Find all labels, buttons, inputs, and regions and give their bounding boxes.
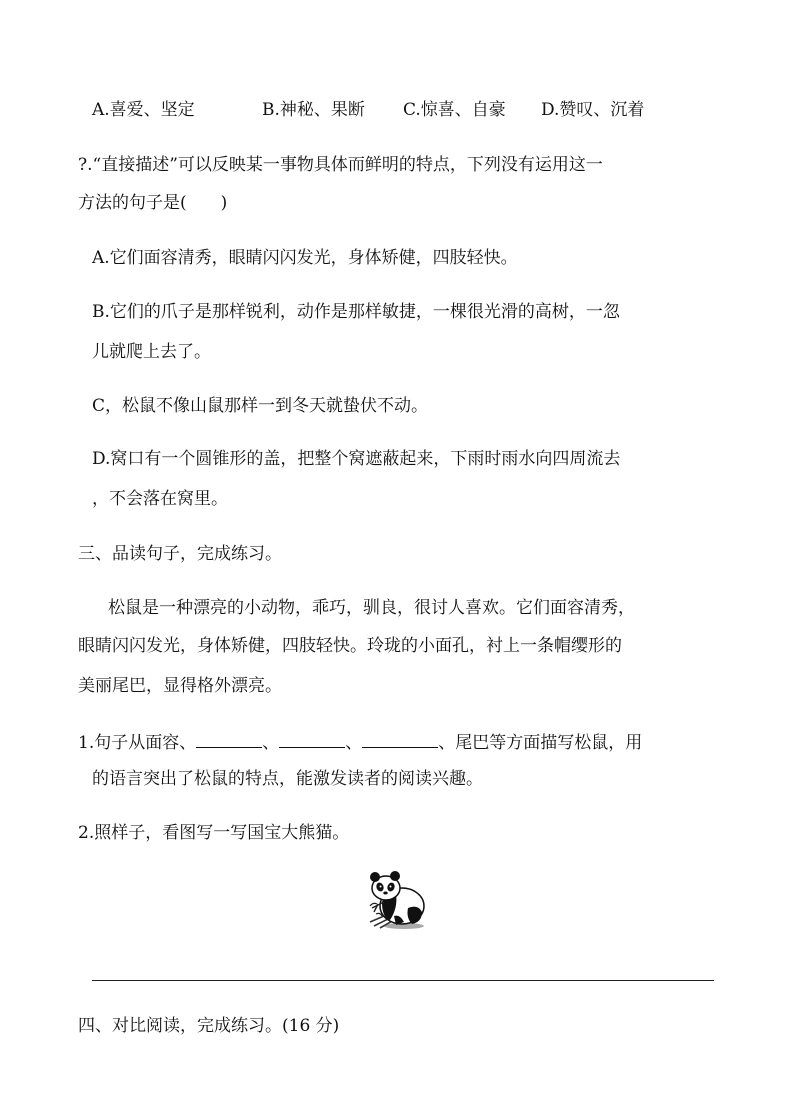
question-1-line2: 的语言突出了松鼠的特点，能激发读者的阅读兴趣。 (92, 769, 483, 789)
answer-blank-3[interactable] (362, 729, 438, 748)
question-7-line2: 方法的句子是( ) (78, 193, 228, 213)
answer-blank-1[interactable] (196, 729, 262, 748)
q7-option-d-line1: D.窝口有一个圆锥形的盖，把整个窝遮蔽起来，下雨时雨水向四周流去 (92, 449, 621, 469)
question-1-sep2: 、 (345, 733, 363, 753)
answer-blank-2[interactable] (279, 729, 345, 748)
question-7-line1: ?.“直接描述”可以反映某一事物具体而鲜明的特点，下列没有运用这一 (78, 155, 603, 175)
panda-icon (364, 868, 428, 932)
q7-option-a: A.它们面容清秀，眼睛闪闪发光，身体矫健，四肢轻快。 (92, 248, 518, 268)
section-3-heading: 三、品读句子，完成练习。 (78, 544, 282, 564)
question-1-sep1: 、 (262, 733, 280, 753)
option-b: B.神秘、果断 (262, 100, 365, 120)
section-4-heading: 四、对比阅读，完成练习。(16 分) (78, 1016, 340, 1036)
passage-line1: 松鼠是一种漂亮的小动物，乖巧，驯良，很讨人喜欢。它们面容清秀， (108, 598, 635, 618)
passage-line3: 美丽尾巴，显得格外漂亮。 (78, 676, 282, 696)
q7-option-b-line2: 儿就爬上去了。 (92, 342, 211, 362)
question-2: 2.照样子，看图写一写国宝大熊猫。 (78, 823, 350, 843)
answer-line[interactable] (92, 980, 714, 981)
question-1-line1 (78, 729, 642, 755)
option-a: A.喜爱、坚定 (92, 100, 195, 120)
option-c: C.惊喜、自豪 (403, 100, 506, 120)
question-1-prefix: 1.句子从面容、 (78, 733, 197, 753)
question-1-suffix: 、尾巴等方面描写松鼠，用 (438, 733, 643, 753)
option-d: D.赞叹、沉着 (541, 100, 645, 120)
q7-option-c: C，松鼠不像山鼠那样一到冬天就蛰伏不动。 (92, 396, 429, 416)
passage-line2: 眼睛闪闪发光，身体矫健，四肢轻快。玲珑的小面孔，衬上一条帽缨形的 (78, 636, 622, 656)
q7-option-d-line2: ，不会落在窝里。 (92, 489, 228, 509)
q7-option-b-line1: B.它们的爪子是那样锐利，动作是那样敏捷，一棵很光滑的高树，一忽 (92, 302, 620, 322)
